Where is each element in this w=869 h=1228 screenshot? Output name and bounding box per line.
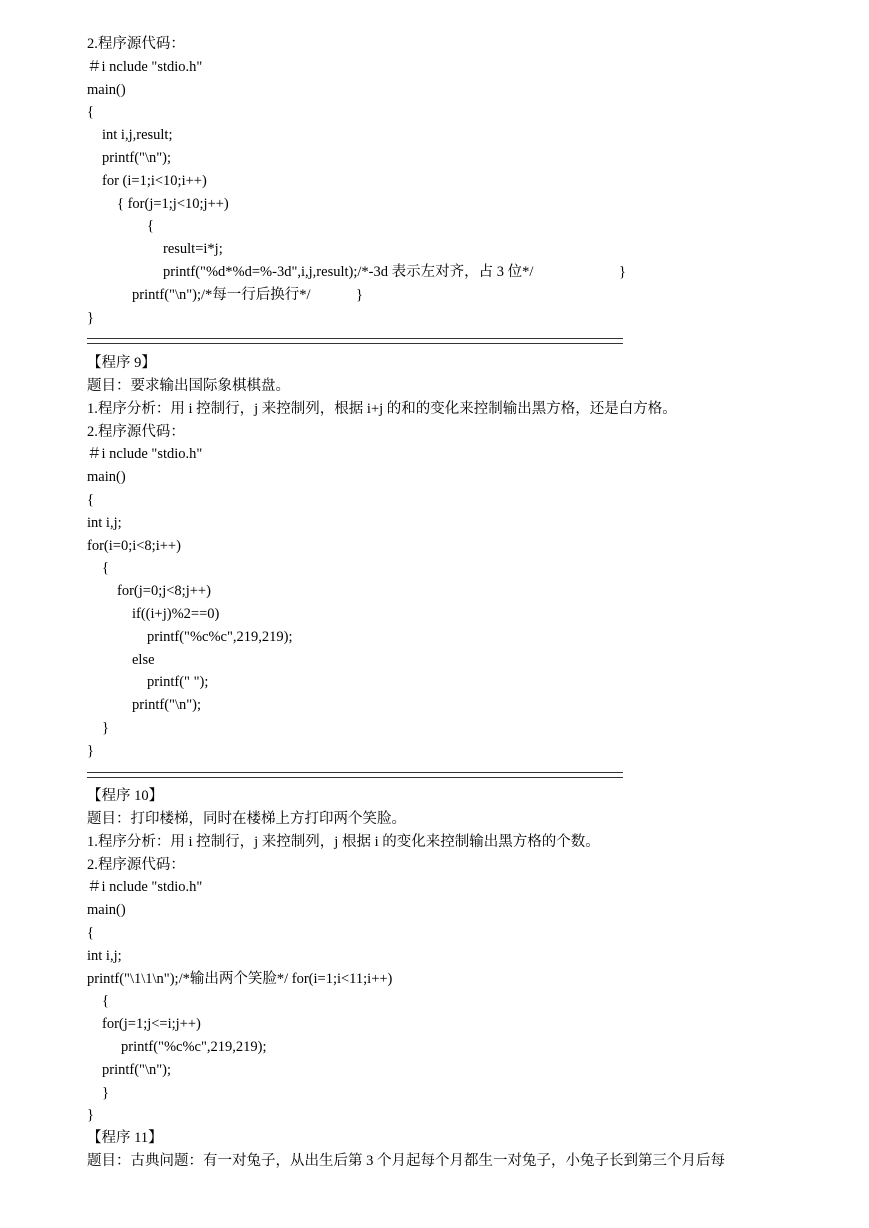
line-text: else bbox=[132, 651, 155, 668]
text-line bbox=[0, 375, 869, 398]
text-line bbox=[0, 854, 869, 877]
text-line bbox=[0, 557, 869, 580]
line-text: { bbox=[102, 560, 109, 577]
line-text: { for(j=1;j<10;j++) bbox=[117, 195, 229, 212]
line-text: 题目：古典问题：有一对兔子，从出生后第 3 个月起每个月都生一对兔子，小兔子长到第三个月后每 bbox=[87, 1153, 725, 1170]
line-text: 1.程序分析：用 i 控制行，j 来控制列，j 根据 i 的变化来控制输出黑方格的个数。 bbox=[87, 833, 600, 850]
text-line bbox=[0, 1082, 869, 1105]
text-line bbox=[0, 740, 869, 763]
line-trailing-brace: } bbox=[356, 286, 363, 303]
line-text: 【程序 9】 bbox=[87, 355, 156, 372]
line-text: 2.程序源代码： bbox=[87, 856, 185, 873]
line-text: printf(" "); bbox=[147, 674, 209, 691]
line-text: int i,j; bbox=[87, 514, 122, 531]
line-text: } bbox=[87, 309, 94, 326]
line-text: ＃i nclude "stdio.h" bbox=[87, 879, 203, 896]
text-line bbox=[0, 124, 869, 147]
text-line bbox=[0, 808, 869, 831]
line-text: } bbox=[102, 1084, 109, 1101]
line-text: for(j=0;j<8;j++) bbox=[117, 583, 211, 600]
text-line bbox=[0, 626, 869, 649]
line-text: for(j=1;j<=i;j++) bbox=[102, 1016, 201, 1033]
text-line bbox=[0, 1036, 869, 1059]
text-line bbox=[0, 421, 869, 444]
line-text: printf("\n");/*每一行后换行*/ bbox=[132, 286, 311, 303]
line-trailing-brace: } bbox=[619, 263, 626, 280]
separator-line bbox=[0, 329, 869, 352]
text-line bbox=[0, 443, 869, 466]
text-line bbox=[0, 945, 869, 968]
text-line bbox=[0, 831, 869, 854]
text-line bbox=[0, 261, 869, 284]
text-line bbox=[0, 466, 869, 489]
line-text: int i,j,result; bbox=[102, 127, 173, 144]
line-text: printf("\n"); bbox=[132, 697, 202, 714]
text-line bbox=[0, 671, 869, 694]
line-text: printf("%d*%d=%-3d",i,j,result);/*-3d 表示左对齐，占 3 位*/ bbox=[163, 263, 534, 280]
line-text: main() bbox=[87, 902, 126, 919]
text-line bbox=[0, 56, 869, 79]
line-text: { bbox=[87, 491, 94, 508]
text-line bbox=[0, 649, 869, 672]
text-line bbox=[0, 968, 869, 991]
text-line bbox=[0, 1059, 869, 1082]
line-text: { bbox=[87, 104, 94, 121]
line-text: printf("\n"); bbox=[102, 1061, 172, 1078]
text-line bbox=[0, 1104, 869, 1127]
line-text: main() bbox=[87, 469, 126, 486]
text-line bbox=[0, 352, 869, 375]
line-text: for(i=0;i<8;i++) bbox=[87, 537, 181, 554]
line-text: printf("\n"); bbox=[102, 149, 172, 166]
text-line bbox=[0, 694, 869, 717]
line-text: printf("\1\1\n");/*输出两个笑脸*/ for(i=1;i<11;i++) bbox=[87, 970, 393, 987]
text-line bbox=[0, 147, 869, 170]
text-line bbox=[0, 489, 869, 512]
line-text: ＃i nclude "stdio.h" bbox=[87, 58, 203, 75]
line-text: 题目：打印楼梯，同时在楼梯上方打印两个笑脸。 bbox=[87, 811, 406, 828]
text-line bbox=[0, 101, 869, 124]
line-text: 题目：要求输出国际象棋棋盘。 bbox=[87, 377, 290, 394]
line-text: { bbox=[102, 993, 109, 1010]
line-text: 【程序 11】 bbox=[87, 1130, 163, 1147]
line-text: } bbox=[87, 742, 94, 759]
text-line bbox=[0, 512, 869, 535]
line-text: 2.程序源代码： bbox=[87, 423, 185, 440]
double-rule bbox=[87, 338, 623, 344]
text-line bbox=[0, 79, 869, 102]
double-rule bbox=[87, 772, 623, 778]
text-line bbox=[0, 170, 869, 193]
line-text: for (i=1;i<10;i++) bbox=[102, 172, 207, 189]
text-line bbox=[0, 1013, 869, 1036]
text-line bbox=[0, 990, 869, 1013]
text-line bbox=[0, 580, 869, 603]
line-text: { bbox=[87, 925, 94, 942]
line-text: int i,j; bbox=[87, 947, 122, 964]
text-line bbox=[0, 717, 869, 740]
text-line bbox=[0, 785, 869, 808]
line-text: } bbox=[102, 719, 109, 736]
text-line bbox=[0, 193, 869, 216]
line-text: printf("%c%c",219,219); bbox=[147, 628, 293, 645]
text-line bbox=[0, 1127, 869, 1150]
text-line bbox=[0, 33, 869, 56]
text-line bbox=[0, 1150, 869, 1173]
line-text: 2.程序源代码： bbox=[87, 36, 185, 52]
line-text: ＃i nclude "stdio.h" bbox=[87, 446, 203, 463]
text-line bbox=[0, 535, 869, 558]
line-text: { bbox=[147, 218, 154, 235]
text-line bbox=[0, 238, 869, 261]
separator-line bbox=[0, 763, 869, 786]
text-line bbox=[0, 899, 869, 922]
text-line bbox=[0, 398, 869, 421]
line-text: 【程序 10】 bbox=[87, 788, 164, 805]
document-page bbox=[0, 33, 869, 1173]
text-line bbox=[0, 876, 869, 899]
line-text: main() bbox=[87, 81, 126, 98]
line-text: } bbox=[87, 1107, 94, 1124]
line-text: result=i*j; bbox=[163, 241, 223, 258]
text-line bbox=[0, 284, 869, 307]
line-text: 1.程序分析：用 i 控制行，j 来控制列，根据 i+j 的和的变化来控制输出黑方格，还是白方格。 bbox=[87, 400, 677, 417]
text-line bbox=[0, 307, 869, 330]
text-line bbox=[0, 922, 869, 945]
text-line bbox=[0, 603, 869, 626]
line-text: if((i+j)%2==0) bbox=[132, 605, 220, 622]
text-line bbox=[0, 215, 869, 238]
line-text: printf("%c%c",219,219); bbox=[121, 1039, 267, 1056]
